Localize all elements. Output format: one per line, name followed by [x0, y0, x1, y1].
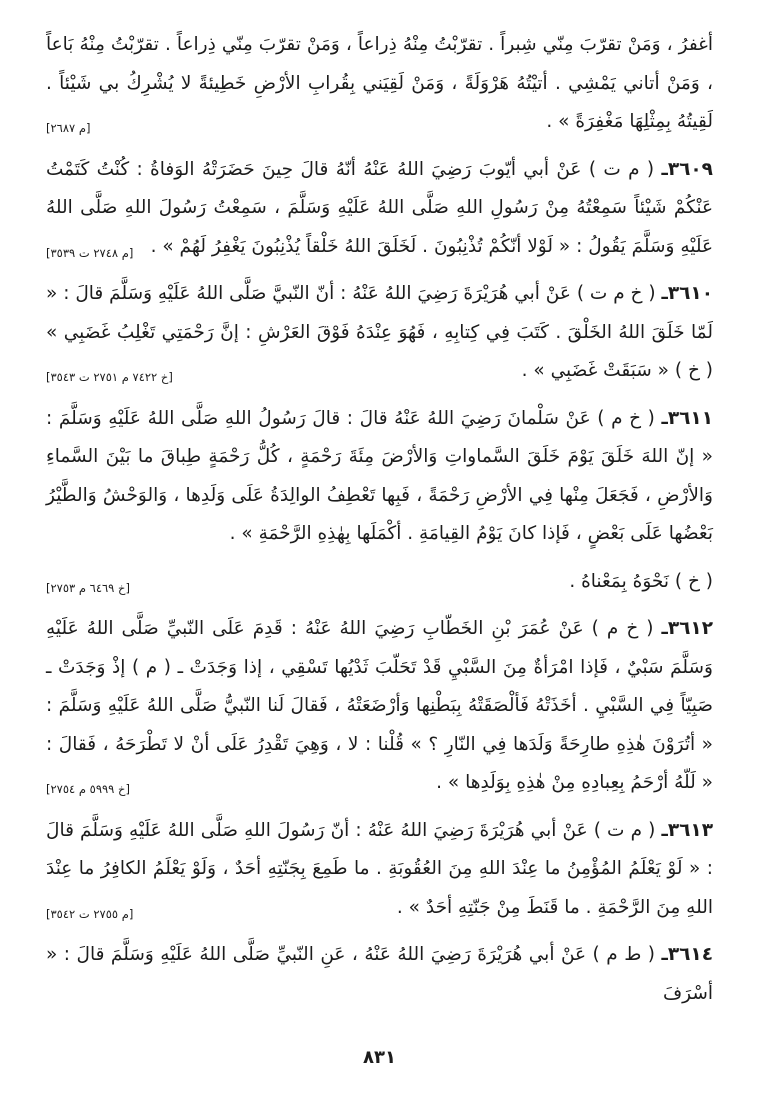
entry-text: ( م ت ) عَنْ أبي هُرَيْرَةَ رَضِيَ اللهُ عَنْهُ : أنّ رَسُولَ اللهِ صَلَّى اللهُ عَلَيْهِ وَسَلَّمَ قالَ : « لَوْ يَعْلَمُ المُؤْمِنُ ما عِنْدَ اللهِ مِنَ العُقُوبَةِ . ما طَمِعَ بِجَنّتِهِ أحَدٌ ، وَلَوْ يَعْلَمُ الكافِرُ ما عِنْدَ اللهِ مِنَ الرَّحْمَةِ . ما قَنَطَ مِنْ جَنّتِهِ أحَدٌ » .: [46, 819, 713, 918]
hadith-entry-3614: [46, 936, 713, 1013]
hadith-continuation: [46, 26, 713, 142]
hadith-variant-note: [46, 563, 713, 602]
hadith-number: ٣٦١٣ـ: [661, 819, 713, 841]
hadith-entry-3611: [46, 400, 713, 554]
hadith-number: ٣٦١٤ـ: [661, 944, 714, 965]
hadith-number: ٣٦١٢ـ: [661, 618, 713, 639]
page-body: [46, 26, 713, 1072]
entry-text: ( م ت ) عَنْ أبي أيّوبَ رَضِيَ اللهُ عَنْهُ أنّهُ قالَ حِينَ حَضَرَتْهُ الوَفاةُ : كُنْتُ كَتَمْتُ عَنْكُمْ شَيْئاً سَمِعْتُهُ مِنْ رَسُولِ اللهِ صَلَّى اللهُ عَلَيْهِ وَسَلَّمَ ، سَمِعْتُ رَسُولَ اللهِ صَلَّى اللهُ عَلَيْهِ وَسَلَّمَ يَقُولُ : « لَوْلا أنّكُمْ تُذْنِبُونَ . لَخَلَقَ اللهُ خَلْقاً يُذْنِبُونَ يَغْفِرُ لَهُمْ » .: [46, 158, 713, 257]
page-number: ٨٣١: [363, 1047, 396, 1068]
entry-text: ( خ م ) عَنْ سَلْمانَ رَضِيَ اللهُ عَنْهُ قالَ : قالَ رَسُولُ اللهِ صَلَّى اللهُ عَلَيْهِ وَسَلَّمَ : « إنّ اللهَ خَلَقَ يَوْمَ خَلَقَ السَّماواتِ وَالأرْضَ مِئَةَ رَحْمَةٍ ، كُلُّ رَحْمَةٍ طِباقَ ما بَيْنَ السَّماءِ وَالأرْضِ ، فَجَعَلَ مِنْها فِي الأرْضِ رَحْمَةً ، فَبِها تَعْطِفُ الوالِدَةُ عَلَى وَلَدِها ، وَالوَحْشُ وَالطَّيْرُ بَعْضُها عَلَى بَعْضٍ ، فَإذا كانَ يَوْمُ القِيامَةِ . أكْمَلَها بِهٰذِهِ الرَّحْمَةِ » .: [46, 407, 713, 544]
source-reference: [خ ٥٩٩٩ م ٢٧٥٤]: [46, 782, 130, 796]
entry-text: ( خ م ) عَنْ عُمَرَ بْنِ الخَطّابِ رَضِيَ اللهُ عَنْهُ : قَدِمَ عَلَى النّبيِّ صَلَّى اللهُ عَلَيْهِ وَسَلَّمَ سَبْيٌ ، فَإذا امْرَأةٌ مِنَ السَّبْيِ قَدْ تَحَلّبَ ثَدْيُها تَسْقِي ، إذا وَجَدَتْ ـ ( م ) إذْ وَجَدَتْ ـ صَبِيّاً فِي السَّبْيِ . أخَذَتْهُ فَألْصَقَتْهُ بِبَطْنِها وَأرْضَعَتْهُ ، فَقالَ لَنا النّبيُّ صَلَّى اللهُ عَلَيْهِ وَسَلَّمَ : « أتُرَوْنَ هٰذِهِ طارِحَةً وَلَدَها فِي النّارِ ؟ » قُلْنا : لا ، وَهِيَ تَقْدِرُ عَلَى أنْ لا تَطْرَحَهُ ، فَقالَ : « لَلّهُ أرْحَمُ بِعِبادِهِ مِنْ هٰذِهِ بِوَلَدِها » .: [46, 618, 713, 793]
hadith-number: ٣٦١١ـ: [661, 407, 713, 429]
hadith-entry-3609: [46, 151, 713, 267]
entry-text: ( خ ) نَحْوَهُ بِمَعْناهُ .: [569, 570, 713, 592]
hadith-entry-3610: [46, 275, 713, 391]
entry-text: ( خ م ت ) عَنْ أبي هُرَيْرَةَ رَضِيَ اللهُ عَنْهُ : أنّ النّبيَّ صَلَّى اللهُ عَلَيْهِ وَسَلَّمَ قالَ : « لَمّا خَلَقَ اللهُ الخَلْقَ . كَتَبَ فِي كِتابِهِ ، فَهُوَ عِنْدَهُ فَوْقَ العَرْشِ : إنَّ رَحْمَتِي تَغْلِبُ غَضَبِي » ( خ ) « سَبَقَتْ غَضَبِي » .: [46, 283, 713, 381]
hadith-entry-3613: [46, 812, 713, 928]
source-reference: [خ ٧٤٢٢ م ٢٧٥١ ت ٣٥٤٣]: [46, 370, 173, 384]
source-reference: [خ ٦٤٦٩ م ٢٧٥٣]: [46, 580, 130, 595]
source-reference: [م ٢٧٥٥ ت ٣٥٤٢]: [46, 906, 134, 921]
hadith-number: ٣٦٠٩ـ: [661, 158, 713, 180]
source-reference: [م ٢٦٨٧]: [46, 121, 91, 135]
source-reference: [م ٢٧٤٨ ت ٣٥٣٩]: [46, 245, 134, 260]
hadith-number: ٣٦١٠ـ: [661, 283, 713, 304]
hadith-entry-3612: [46, 610, 713, 803]
entry-text: ( ط م ) عَنْ أبي هُرَيْرَةَ رَضِيَ اللهُ عَنْهُ ، عَنِ النّبيِّ صَلَّى اللهُ عَلَيْهِ وَسَلَّمَ قالَ : « أسْرَفَ: [46, 944, 713, 1004]
entry-text: أغفرُ ، وَمَنْ تقرّبَ مِنّي شِبراً . تقرّبْتُ مِنْهُ ذِراعاً ، وَمَنْ تقرّبَ مِنّي ذِراعاً . تقرّبْتُ مِنْهُ بَاعاً ، وَمَنْ أتاني يَمْشِي . أتيْتُهُ هَرْوَلَةً ، وَمَنْ لَقِيَني بِقُرابِ الأرْضِ خَطِيئةً لا يُشْرِكُ بي شَيْئاً . لَقِيتُهُ بِمِثْلِهَا مَغْفِرَةً » .: [46, 34, 713, 132]
